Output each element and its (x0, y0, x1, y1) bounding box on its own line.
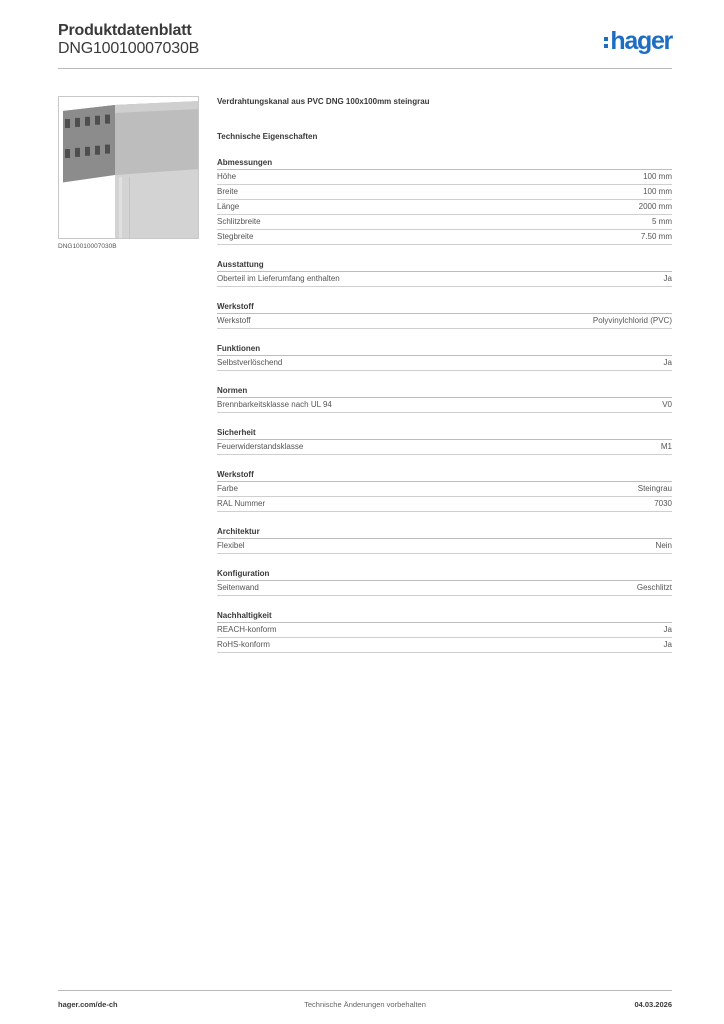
property-value: Ja (663, 274, 672, 283)
property-value: Steingrau (637, 484, 672, 493)
property-row (217, 200, 672, 215)
property-group (217, 384, 672, 413)
property-label: Flexibel (217, 541, 245, 550)
property-value: M1 (660, 442, 672, 451)
property-row (217, 440, 672, 455)
footer-date: 04.03.2026 (634, 1000, 672, 1009)
property-value: V0 (662, 400, 672, 409)
group-title: Architektur (217, 525, 672, 539)
property-row (217, 623, 672, 638)
property-value: 2000 mm (638, 202, 672, 211)
property-label: Farbe (217, 484, 238, 493)
page-footer (58, 990, 672, 1015)
property-value: Ja (663, 640, 672, 649)
property-label: Feuerwiderstandsklasse (217, 442, 304, 451)
footer-website: hager.com/de-ch (58, 1000, 118, 1009)
property-value: Nein (655, 541, 672, 550)
property-label: Breite (217, 187, 238, 196)
property-value: Ja (663, 358, 672, 367)
property-value: Ja (663, 625, 672, 634)
property-label: Werkstoff (217, 316, 251, 325)
group-title: Werkstoff (217, 300, 672, 314)
property-row (217, 230, 672, 245)
group-title: Normen (217, 384, 672, 398)
logo-text: hager (610, 27, 672, 55)
property-row (217, 482, 672, 497)
hager-logo (604, 28, 672, 54)
product-image (58, 96, 199, 239)
property-group (217, 258, 672, 287)
product-details (217, 96, 672, 653)
product-code: DNG10010007030B (58, 40, 200, 57)
property-groups (217, 156, 672, 653)
footer-note: Technische Änderungen vorbehalten (304, 1000, 426, 1009)
logo-dots-icon (604, 37, 608, 48)
property-label: Höhe (217, 172, 237, 181)
property-label: Selbstverlöschend (217, 358, 283, 367)
property-value: Geschlitzt (636, 583, 672, 592)
property-label: REACH-konform (217, 625, 277, 634)
property-group (217, 525, 672, 554)
property-value: 7.50 mm (640, 232, 672, 241)
property-row (217, 185, 672, 200)
property-label: Länge (217, 202, 240, 211)
property-label: RAL Nummer (217, 499, 266, 508)
property-value: 5 mm (652, 217, 672, 226)
property-row (217, 398, 672, 413)
cable-duct-icon (59, 97, 199, 239)
property-label: Brennbarkeitsklasse nach UL 94 (217, 400, 332, 409)
property-group (217, 342, 672, 371)
property-value: 100 mm (643, 172, 672, 181)
property-label: Seitenwand (217, 583, 259, 592)
section-heading: Technische Eigenschaften (217, 132, 318, 141)
property-label: Schlitzbreite (217, 217, 261, 226)
image-caption: DNG10010007030B (58, 243, 117, 250)
page-header (58, 22, 672, 69)
property-group (217, 609, 672, 653)
group-title: Konfiguration (217, 567, 672, 581)
property-group (217, 300, 672, 329)
property-row (217, 539, 672, 554)
property-row (217, 638, 672, 653)
property-label: Stegbreite (217, 232, 254, 241)
property-row (217, 170, 672, 185)
group-title: Abmessungen (217, 156, 672, 170)
property-label: RoHS-konform (217, 640, 270, 649)
property-row (217, 581, 672, 596)
property-value: 100 mm (643, 187, 672, 196)
property-row (217, 314, 672, 329)
property-value: 7030 (654, 499, 672, 508)
group-title: Nachhaltigkeit (217, 609, 672, 623)
document-title: Produktdatenblatt (58, 22, 192, 39)
property-row (217, 497, 672, 512)
product-description: Verdrahtungskanal aus PVC DNG 100x100mm steingrau (217, 97, 430, 106)
property-row (217, 215, 672, 230)
property-row (217, 272, 672, 287)
group-title: Sicherheit (217, 426, 672, 440)
property-group (217, 567, 672, 596)
group-title: Werkstoff (217, 468, 672, 482)
group-title: Ausstattung (217, 258, 672, 272)
group-title: Funktionen (217, 342, 672, 356)
property-row (217, 356, 672, 371)
property-value: Polyvinylchlorid (PVC) (592, 316, 672, 325)
property-group (217, 468, 672, 512)
property-group (217, 426, 672, 455)
property-label: Oberteil im Lieferumfang enthalten (217, 274, 340, 283)
property-group (217, 156, 672, 245)
